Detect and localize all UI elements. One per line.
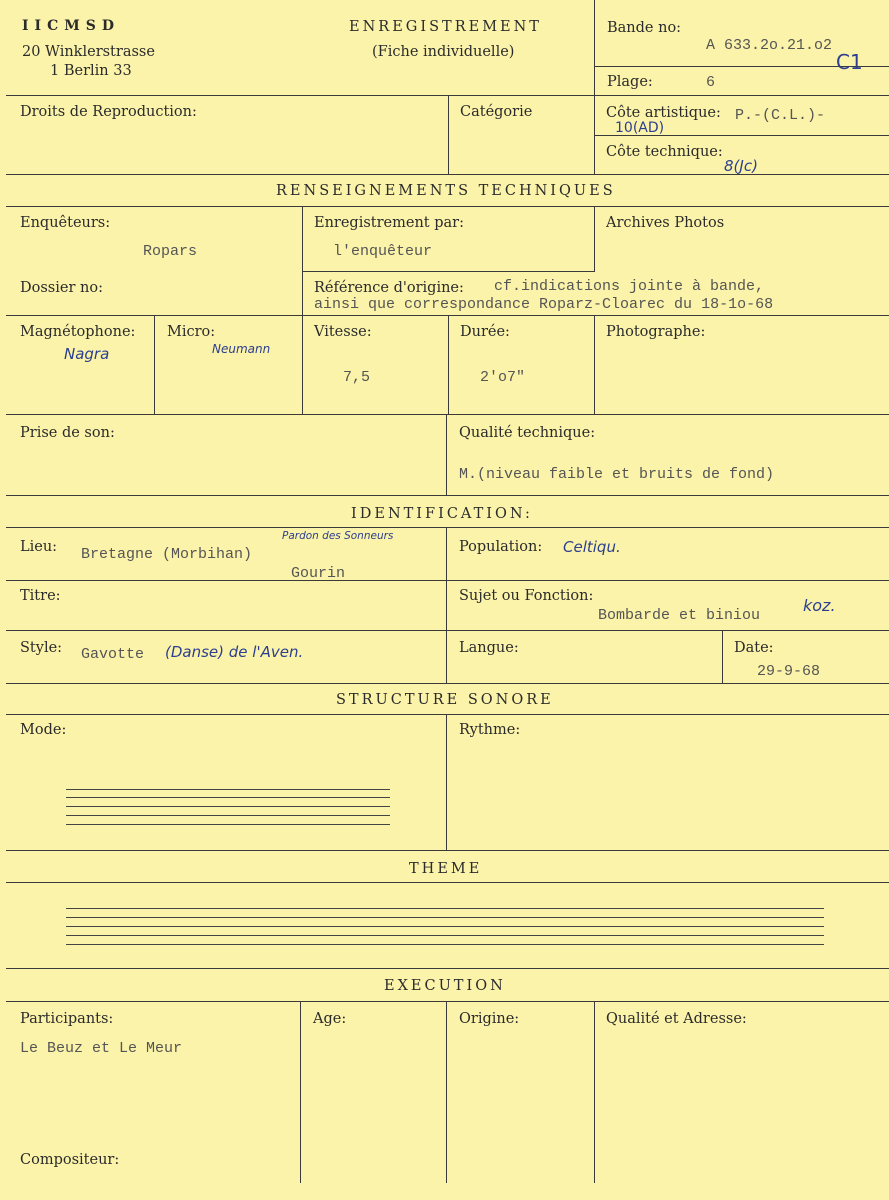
population-handwritten: Celtiqu. xyxy=(563,538,621,556)
style-value: Gavotte xyxy=(81,646,145,663)
rule xyxy=(6,495,889,496)
rule xyxy=(6,968,889,969)
staff-line xyxy=(66,824,390,825)
bande-handwritten: C1 xyxy=(836,50,863,74)
rule xyxy=(6,630,889,631)
form-subtitle: (Fiche individuelle) xyxy=(372,44,515,60)
cote-technique-handwritten: 8(Jc) xyxy=(724,157,758,175)
lieu-value: Bretagne (Morbihan) xyxy=(81,546,253,563)
photographe-label: Photographe: xyxy=(606,324,706,340)
dossier-label: Dossier no: xyxy=(20,280,103,296)
rule xyxy=(594,1001,595,1183)
compositeur-label: Compositeur: xyxy=(20,1152,120,1168)
rule xyxy=(6,527,889,528)
plage-value: 6 xyxy=(706,74,716,91)
reference-value-2: ainsi que correspondance Roparz-Cloarec du 18-1o-68 xyxy=(314,296,774,313)
rule xyxy=(6,850,889,851)
enqueteurs-value: Ropars xyxy=(143,243,198,260)
qualite-technique-value: M.(niveau faible et bruits de fond) xyxy=(459,466,775,483)
rythme-label: Rythme: xyxy=(459,722,521,738)
plage-label: Plage: xyxy=(607,74,653,90)
qualite-technique-label: Qualité technique: xyxy=(459,425,596,441)
rule xyxy=(448,95,449,175)
enregistrement-par-value: l'enquêteur xyxy=(333,243,433,260)
reference-label: Référence d'origine: xyxy=(314,280,464,296)
staff-line xyxy=(66,908,824,909)
staff-line xyxy=(66,917,824,918)
sujet-label: Sujet ou Fonction: xyxy=(459,588,594,604)
rule xyxy=(594,206,595,272)
droits-label: Droits de Reproduction: xyxy=(20,104,197,120)
rule xyxy=(6,714,889,715)
qualite-adresse-label: Qualité et Adresse: xyxy=(606,1011,747,1027)
micro-handwritten: Neumann xyxy=(212,342,271,356)
micro-label: Micro: xyxy=(167,324,216,340)
enregistrement-par-label: Enregistrement par: xyxy=(314,215,464,231)
rule xyxy=(722,630,723,684)
duree-label: Durée: xyxy=(460,324,510,340)
rule xyxy=(446,527,447,684)
address-line-1: 20 Winklerstrasse xyxy=(22,44,155,60)
titre-label: Titre: xyxy=(20,588,61,604)
age-label: Age: xyxy=(313,1011,347,1027)
rule xyxy=(154,315,155,415)
staff-line xyxy=(66,944,824,945)
rule xyxy=(446,1001,447,1183)
bande-value: A 633.2o.21.o2 xyxy=(706,37,833,54)
prise-de-son-label: Prise de son: xyxy=(20,425,115,441)
cote-artistique-label: Côte artistique: xyxy=(606,105,721,121)
rule xyxy=(302,271,594,272)
address-line-2: 1 Berlin 33 xyxy=(50,63,132,79)
archives-label: Archives Photos xyxy=(606,215,725,231)
lieu-value-2: Gourin xyxy=(291,565,346,582)
rule xyxy=(6,882,889,883)
cote-technique-label: Côte technique: xyxy=(606,144,723,160)
style-handwritten: (Danse) de l'Aven. xyxy=(165,643,304,661)
rule xyxy=(6,683,889,684)
staff-line xyxy=(66,797,390,798)
rule xyxy=(594,315,595,415)
cote-artistique-value: P.-(C.L.)- xyxy=(735,107,826,124)
cote-artistique-handwritten: 10(AD) xyxy=(615,120,665,136)
participants-value: Le Beuz et Le Meur xyxy=(20,1040,183,1057)
rule xyxy=(594,0,595,96)
duree-value: 2'o7" xyxy=(480,369,526,386)
rule xyxy=(300,1001,301,1183)
magnetophone-handwritten: Nagra xyxy=(64,345,110,363)
rule xyxy=(6,580,889,581)
rule xyxy=(6,206,889,207)
date-label: Date: xyxy=(734,640,774,656)
section-theme: THEME xyxy=(409,861,483,877)
sujet-handwritten: koz. xyxy=(803,596,836,615)
reference-value-1: cf.indications jointe à bande, xyxy=(494,278,765,295)
lieu-label: Lieu: xyxy=(20,539,58,555)
style-label: Style: xyxy=(20,640,63,656)
staff-line xyxy=(66,806,390,807)
staff-line xyxy=(66,815,390,816)
langue-label: Langue: xyxy=(459,640,519,656)
lieu-handwritten: Pardon des Sonneurs xyxy=(282,530,394,542)
origine-label: Origine: xyxy=(459,1011,520,1027)
sujet-value: Bombarde et biniou xyxy=(598,607,761,624)
enqueteurs-label: Enquêteurs: xyxy=(20,215,111,231)
participants-label: Participants: xyxy=(20,1011,114,1027)
section-execution: EXECUTION xyxy=(384,978,506,994)
rule xyxy=(594,95,595,175)
bande-label: Bande no: xyxy=(607,20,682,36)
date-value: 29-9-68 xyxy=(757,663,821,680)
staff-line xyxy=(66,789,390,790)
form-title: ENREGISTREMENT xyxy=(349,19,542,35)
section-structure: STRUCTURE SONORE xyxy=(336,692,554,708)
staff-line xyxy=(66,935,824,936)
rule xyxy=(6,1001,889,1002)
rule xyxy=(448,315,449,415)
vitesse-label: Vitesse: xyxy=(314,324,372,340)
institute-logo: IICMSD xyxy=(22,18,120,34)
staff-line xyxy=(66,926,824,927)
section-identification: IDENTIFICATION: xyxy=(351,506,533,522)
rule xyxy=(446,414,447,496)
magnetophone-label: Magnétophone: xyxy=(20,324,136,340)
rule xyxy=(446,714,447,851)
section-techniques: RENSEIGNEMENTS TECHNIQUES xyxy=(276,183,616,199)
mode-label: Mode: xyxy=(20,722,67,738)
categorie-label: Catégorie xyxy=(460,104,533,120)
rule xyxy=(302,206,303,415)
vitesse-value: 7,5 xyxy=(343,369,371,386)
population-label: Population: xyxy=(459,539,543,555)
